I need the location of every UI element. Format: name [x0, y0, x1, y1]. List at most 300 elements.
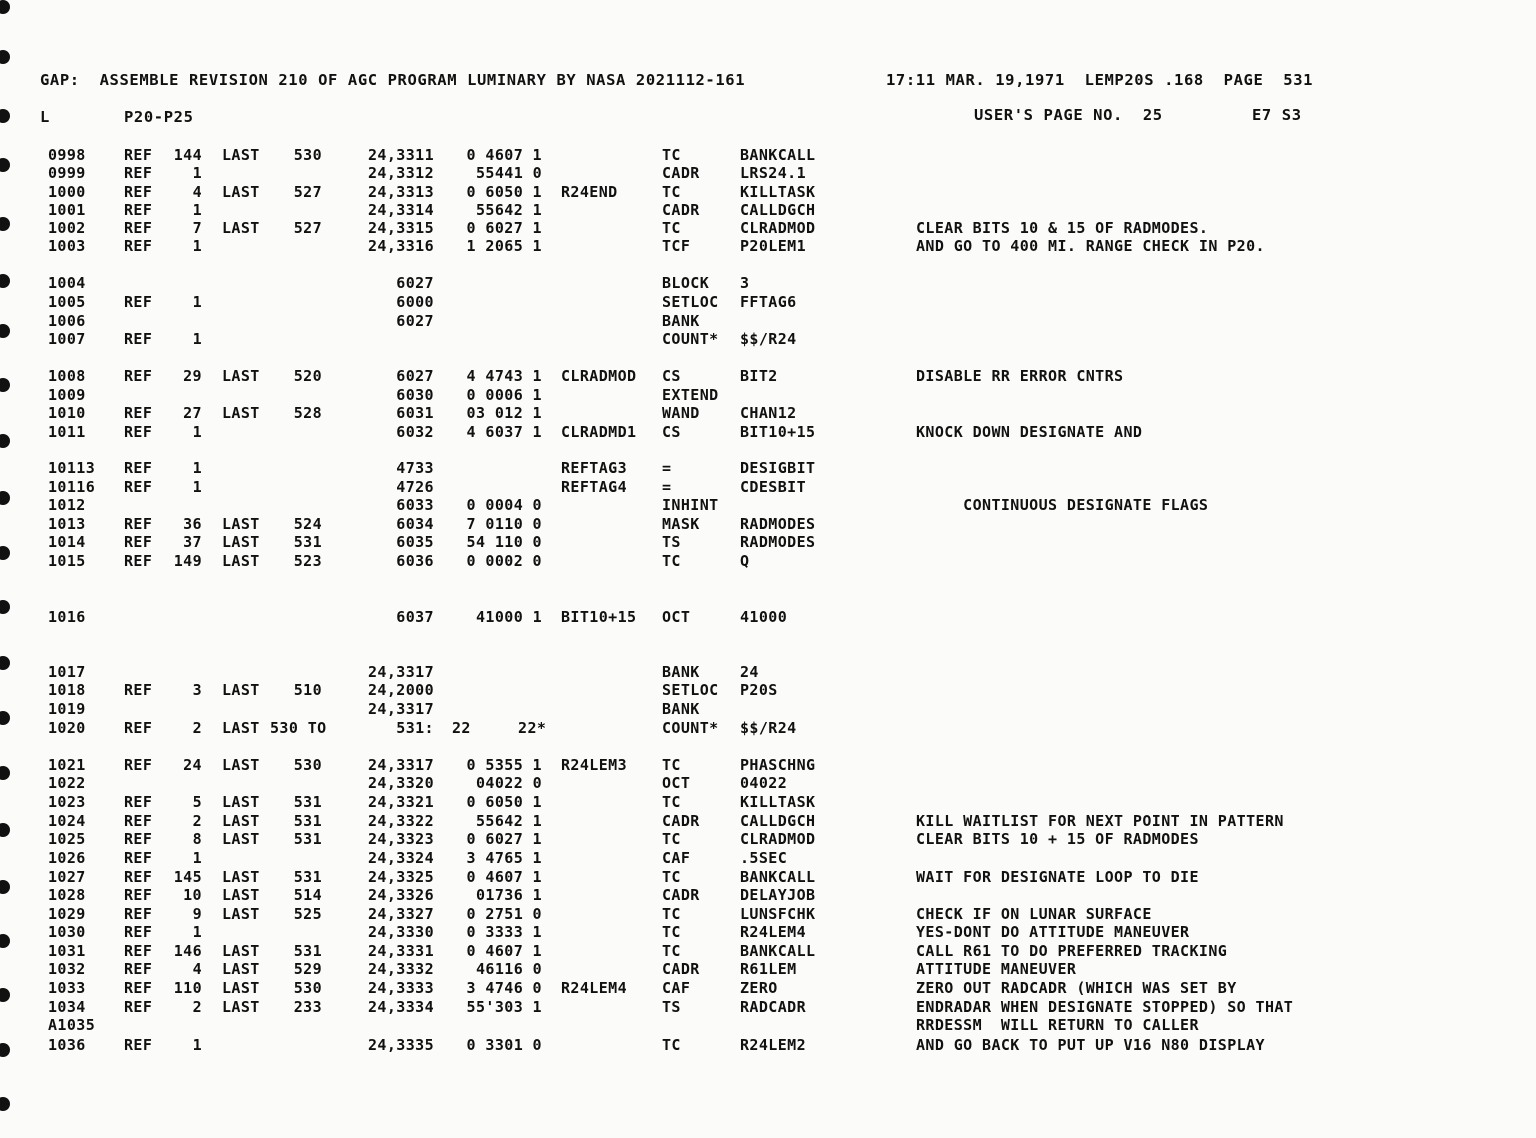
- opcode: TC: [662, 923, 681, 941]
- address: 24,3311: [367, 146, 434, 164]
- binder-hole: [0, 1097, 10, 1111]
- ref-count: 1: [192, 330, 202, 348]
- address: 24,3332: [367, 960, 434, 978]
- ref-count: 1: [192, 164, 202, 182]
- machine-word: 1 2065 1: [466, 237, 542, 255]
- ref-count: 4: [192, 183, 202, 201]
- line-number: 1018: [48, 681, 86, 699]
- line-number: 1032: [48, 960, 86, 978]
- last-page: 233: [293, 998, 322, 1016]
- address: 6027: [396, 367, 434, 385]
- last-page: 531: [293, 533, 322, 551]
- binder-hole: [0, 109, 10, 123]
- ref-count: 149: [173, 552, 202, 570]
- last-page: 514: [293, 886, 322, 904]
- address: 24,3312: [367, 164, 434, 182]
- opcode: CADR: [662, 960, 700, 978]
- last-page: 524: [293, 515, 322, 533]
- line-number: 1014: [48, 533, 86, 551]
- machine-word: 0 4607 1: [466, 942, 542, 960]
- log-section-marker: L: [40, 108, 50, 126]
- ref-keyword: REF: [124, 756, 153, 774]
- user-page-suffix: E7 S3: [1252, 106, 1302, 124]
- line-number: 1026: [48, 849, 86, 867]
- ref-keyword: REF: [124, 330, 153, 348]
- opcode: OCT: [662, 774, 691, 792]
- listing-row: [0, 219, 1536, 238]
- address: 6032: [396, 423, 434, 441]
- line-number: 1011: [48, 423, 86, 441]
- comment: YES-DONT DO ATTITUDE MANEUVER: [916, 923, 1190, 941]
- listing-row: [0, 330, 1536, 349]
- address: 6034: [396, 515, 434, 533]
- opcode: COUNT*: [662, 330, 719, 348]
- comment: ATTITUDE MANEUVER: [916, 960, 1077, 978]
- ref-count: 2: [192, 719, 202, 737]
- last-page: 530: [293, 979, 322, 997]
- ref-keyword: REF: [124, 533, 153, 551]
- machine-word: 55441 0: [475, 164, 542, 182]
- operand: CHAN12: [740, 404, 797, 422]
- last-keyword: LAST: [222, 219, 260, 237]
- opcode: COUNT*: [662, 719, 719, 737]
- ref-keyword: REF: [124, 830, 153, 848]
- line-number: 1006: [48, 312, 86, 330]
- ref-count: 9: [192, 905, 202, 923]
- address: 24,3317: [367, 700, 434, 718]
- address: 4733: [396, 459, 434, 477]
- last-keyword: LAST: [222, 756, 260, 774]
- machine-word: 0 4607 1: [466, 868, 542, 886]
- machine-word: 01736 1: [475, 886, 542, 904]
- ref-count: 1: [192, 423, 202, 441]
- ref-count: 2: [192, 998, 202, 1016]
- address: 24,3321: [367, 793, 434, 811]
- symbol-label: R24END: [561, 183, 618, 201]
- address: 24,3334: [367, 998, 434, 1016]
- last-page: 531: [293, 830, 322, 848]
- machine-word: 22 22*: [452, 719, 547, 737]
- address: 24,3315: [367, 219, 434, 237]
- listing-row: [0, 201, 1536, 220]
- opcode: BANK: [662, 312, 700, 330]
- ref-count: 3: [192, 681, 202, 699]
- line-number: 1021: [48, 756, 86, 774]
- opcode: TC: [662, 942, 681, 960]
- address: 24,3317: [367, 663, 434, 681]
- operand: $$/R24: [740, 330, 797, 348]
- ref-keyword: REF: [124, 979, 153, 997]
- address: 24,3317: [367, 756, 434, 774]
- ref-count: 8: [192, 830, 202, 848]
- line-number: 1009: [48, 386, 86, 404]
- listing-row: [0, 1016, 1536, 1035]
- opcode: CADR: [662, 886, 700, 904]
- section-title: P20-P25: [124, 108, 194, 126]
- line-number: 0998: [48, 146, 86, 164]
- operand: BANKCALL: [740, 868, 816, 886]
- comment: CALL R61 TO DO PREFERRED TRACKING: [916, 942, 1228, 960]
- last-page: 527: [293, 183, 322, 201]
- opcode: TS: [662, 998, 681, 1016]
- opcode: BANK: [662, 663, 700, 681]
- opcode: TC: [662, 756, 681, 774]
- address: 24,3335: [367, 1036, 434, 1054]
- machine-word: 04022 0: [475, 774, 542, 792]
- listing-row: [0, 608, 1536, 627]
- listing-row: [0, 274, 1536, 293]
- ref-count: 36: [183, 515, 202, 533]
- last-keyword: LAST: [222, 830, 260, 848]
- operand: CLRADMOD: [740, 830, 816, 848]
- last-keyword: LAST: [222, 719, 260, 737]
- last-page: 531: [293, 793, 322, 811]
- listing-row: [0, 293, 1536, 312]
- line-number: 10113: [48, 459, 96, 477]
- listing-row: [0, 164, 1536, 183]
- comment: ZERO OUT RADCADR (WHICH WAS SET BY: [916, 979, 1237, 997]
- listing-row: [0, 183, 1536, 202]
- operand: $$/R24: [740, 719, 797, 737]
- listing-row: [0, 312, 1536, 331]
- listing-row: [0, 1036, 1536, 1055]
- operand: BIT10+15: [740, 423, 816, 441]
- address: 24,3323: [367, 830, 434, 848]
- line-number: 1030: [48, 923, 86, 941]
- address: 24,2000: [367, 681, 434, 699]
- address: 6031: [396, 404, 434, 422]
- operand: Q: [740, 552, 750, 570]
- ref-count: 146: [173, 942, 202, 960]
- line-number: 1017: [48, 663, 86, 681]
- last-page: 531: [293, 868, 322, 886]
- ref-count: 1: [192, 478, 202, 496]
- line-number: 1007: [48, 330, 86, 348]
- last-page: 527: [293, 219, 322, 237]
- last-page: 520: [293, 367, 322, 385]
- opcode: CADR: [662, 201, 700, 219]
- listing-row: [0, 237, 1536, 256]
- operand: RADMODES: [740, 515, 816, 533]
- machine-word: 0 0004 0: [466, 496, 542, 514]
- ref-keyword: REF: [124, 998, 153, 1016]
- line-number: 1013: [48, 515, 86, 533]
- ref-count: 2: [192, 812, 202, 830]
- address: 24,3314: [367, 201, 434, 219]
- opcode: =: [662, 478, 672, 496]
- line-number: 1031: [48, 942, 86, 960]
- listing-row: [0, 700, 1536, 719]
- symbol-label: R24LEM4: [561, 979, 628, 997]
- last-page: 529: [293, 960, 322, 978]
- symbol-label: CLRADMOD: [561, 367, 637, 385]
- ref-keyword: REF: [124, 886, 153, 904]
- opcode: TC: [662, 1036, 681, 1054]
- ref-keyword: REF: [124, 849, 153, 867]
- opcode: EXTEND: [662, 386, 719, 404]
- line-number: 1024: [48, 812, 86, 830]
- ref-count: 1: [192, 201, 202, 219]
- listing-row: [0, 942, 1536, 961]
- operand: PHASCHNG: [740, 756, 816, 774]
- opcode: CADR: [662, 812, 700, 830]
- machine-word: 41000 1: [475, 608, 542, 626]
- address: 24,3330: [367, 923, 434, 941]
- line-number: 1027: [48, 868, 86, 886]
- ref-keyword: REF: [124, 923, 153, 941]
- operand: BIT2: [740, 367, 778, 385]
- opcode: TC: [662, 830, 681, 848]
- address: 24,3325: [367, 868, 434, 886]
- last-page: 525: [293, 905, 322, 923]
- ref-keyword: REF: [124, 812, 153, 830]
- ref-keyword: REF: [124, 237, 153, 255]
- ref-keyword: REF: [124, 905, 153, 923]
- comment: CHECK IF ON LUNAR SURFACE: [916, 905, 1152, 923]
- address: 6035: [396, 533, 434, 551]
- last-keyword: LAST: [222, 812, 260, 830]
- last-keyword: LAST: [222, 533, 260, 551]
- last-keyword: LAST: [222, 515, 260, 533]
- ref-keyword: REF: [124, 146, 153, 164]
- line-number: 0999: [48, 164, 86, 182]
- last-keyword: LAST: [222, 183, 260, 201]
- operand: DESIGBIT: [740, 459, 816, 477]
- address: 6033: [396, 496, 434, 514]
- opcode: SETLOC: [662, 681, 719, 699]
- operand: P20S: [740, 681, 778, 699]
- machine-word: 0 3333 1: [466, 923, 542, 941]
- address: 24,3324: [367, 849, 434, 867]
- line-number: 1028: [48, 886, 86, 904]
- machine-word: 4 4743 1: [466, 367, 542, 385]
- line-number: 1020: [48, 719, 86, 737]
- listing-row: [0, 663, 1536, 682]
- opcode: TC: [662, 868, 681, 886]
- machine-word: 0 2751 0: [466, 905, 542, 923]
- comment: CLEAR BITS 10 & 15 OF RADMODES.: [916, 219, 1209, 237]
- last-page: 523: [293, 552, 322, 570]
- listing-row: [0, 552, 1536, 571]
- line-number: 1001: [48, 201, 86, 219]
- ref-keyword: REF: [124, 367, 153, 385]
- listing-row: [0, 960, 1536, 979]
- operand: 41000: [740, 608, 788, 626]
- operand: R24LEM4: [740, 923, 807, 941]
- opcode: SETLOC: [662, 293, 719, 311]
- address: 24,3322: [367, 812, 434, 830]
- line-number: 1029: [48, 905, 86, 923]
- opcode: TC: [662, 793, 681, 811]
- last-keyword: LAST: [222, 998, 260, 1016]
- opcode: TC: [662, 552, 681, 570]
- last-keyword: LAST: [222, 979, 260, 997]
- machine-word: 03 012 1: [466, 404, 542, 422]
- opcode: TC: [662, 219, 681, 237]
- listing-row: [0, 146, 1536, 165]
- ref-keyword: REF: [124, 552, 153, 570]
- machine-word: 0 4607 1: [466, 146, 542, 164]
- line-number: 1008: [48, 367, 86, 385]
- machine-word: 54 110 0: [466, 533, 542, 551]
- opcode: TS: [662, 533, 681, 551]
- comment: ENDRADAR WHEN DESIGNATE STOPPED) SO THAT: [916, 998, 1294, 1016]
- last-keyword: LAST: [222, 960, 260, 978]
- machine-word: 0 6027 1: [466, 830, 542, 848]
- operand: CALLDGCH: [740, 812, 816, 830]
- listing-row: [0, 367, 1536, 386]
- machine-word: 55642 1: [475, 812, 542, 830]
- opcode: MASK: [662, 515, 700, 533]
- line-number: 1019: [48, 700, 86, 718]
- ref-keyword: REF: [124, 793, 153, 811]
- symbol-label: R24LEM3: [561, 756, 628, 774]
- opcode: BANK: [662, 700, 700, 718]
- ref-count: 29: [183, 367, 202, 385]
- comment: DISABLE RR ERROR CNTRS: [916, 367, 1124, 385]
- comment: KILL WAITLIST FOR NEXT POINT IN PATTERN: [916, 812, 1284, 830]
- address: 6027: [396, 312, 434, 330]
- listing-date-page: 17:11 MAR. 19,1971 LEMP20S .168 PAGE 531: [886, 71, 1314, 89]
- ref-keyword: REF: [124, 183, 153, 201]
- listing-header: GAP: ASSEMBLE REVISION 210 OF AGC PROGRAM LUMINARY BY NASA 2021112-161: [40, 71, 746, 89]
- opcode: CADR: [662, 164, 700, 182]
- ref-count: 144: [173, 146, 202, 164]
- machine-word: 4 6037 1: [466, 423, 542, 441]
- operand: CDESBIT: [740, 478, 807, 496]
- address: 6027: [396, 274, 434, 292]
- listing-row: [0, 756, 1536, 775]
- binder-hole: [0, 0, 10, 14]
- listing-row: [0, 774, 1536, 793]
- listing-row: [0, 979, 1536, 998]
- listing-row: [0, 812, 1536, 831]
- operand: LUNSFCHK: [740, 905, 816, 923]
- operand: .5SEC: [740, 849, 788, 867]
- last-keyword: LAST: [222, 146, 260, 164]
- listing-row: [0, 905, 1536, 924]
- listing-row: [0, 404, 1536, 423]
- line-number: 1000: [48, 183, 86, 201]
- ref-count: 5: [192, 793, 202, 811]
- opcode: BLOCK: [662, 274, 710, 292]
- line-number: 1010: [48, 404, 86, 422]
- opcode: TC: [662, 146, 681, 164]
- listing-row: [0, 793, 1536, 812]
- last-page: 530: [293, 146, 322, 164]
- ref-count: 7: [192, 219, 202, 237]
- address: 6030: [396, 386, 434, 404]
- comment: RRDESSM WILL RETURN TO CALLER: [916, 1016, 1199, 1034]
- last-keyword: LAST: [222, 886, 260, 904]
- last-keyword: LAST: [222, 552, 260, 570]
- ref-keyword: REF: [124, 868, 153, 886]
- comment: CLEAR BITS 10 + 15 OF RADMODES: [916, 830, 1199, 848]
- operand: LRS24.1: [740, 164, 807, 182]
- comment: KNOCK DOWN DESIGNATE AND: [916, 423, 1143, 441]
- ref-keyword: REF: [124, 681, 153, 699]
- ref-count: 1: [192, 293, 202, 311]
- operand: KILLTASK: [740, 793, 816, 811]
- comment: CONTINUOUS DESIGNATE FLAGS: [916, 496, 1209, 514]
- operand: 04022: [740, 774, 788, 792]
- address: 24,3326: [367, 886, 434, 904]
- address: 24,3313: [367, 183, 434, 201]
- last-page: 530 TO: [270, 719, 327, 737]
- address: 24,3333: [367, 979, 434, 997]
- address: 24,3320: [367, 774, 434, 792]
- ref-count: 1: [192, 459, 202, 477]
- line-number: 1033: [48, 979, 86, 997]
- line-number: 1025: [48, 830, 86, 848]
- opcode: CAF: [662, 849, 691, 867]
- address: 24,3331: [367, 942, 434, 960]
- line-number: 1015: [48, 552, 86, 570]
- listing-row: [0, 998, 1536, 1017]
- machine-word: 55642 1: [475, 201, 542, 219]
- listing-row: [0, 681, 1536, 700]
- address: 24,3316: [367, 237, 434, 255]
- user-page-number: USER'S PAGE NO. 25: [974, 106, 1163, 124]
- last-page: 528: [293, 404, 322, 422]
- operand: BANKCALL: [740, 146, 816, 164]
- opcode: CS: [662, 423, 681, 441]
- listing-row: [0, 830, 1536, 849]
- listing-row: [0, 849, 1536, 868]
- operand: BANKCALL: [740, 942, 816, 960]
- opcode: TC: [662, 905, 681, 923]
- ref-count: 1: [192, 237, 202, 255]
- ref-keyword: REF: [124, 164, 153, 182]
- ref-keyword: REF: [124, 960, 153, 978]
- listing-row: [0, 923, 1536, 942]
- symbol-label: REFTAG3: [561, 459, 628, 477]
- last-page: 531: [293, 812, 322, 830]
- opcode: TC: [662, 183, 681, 201]
- ref-count: 1: [192, 923, 202, 941]
- line-number: 1016: [48, 608, 86, 626]
- last-keyword: LAST: [222, 681, 260, 699]
- opcode: WAND: [662, 404, 700, 422]
- operand: 24: [740, 663, 759, 681]
- machine-word: 55'303 1: [466, 998, 542, 1016]
- machine-word: 0 3301 0: [466, 1036, 542, 1054]
- listing-row: [0, 386, 1536, 405]
- operand: R24LEM2: [740, 1036, 807, 1054]
- ref-count: 110: [173, 979, 202, 997]
- listing-row: [0, 515, 1536, 534]
- address: 6000: [396, 293, 434, 311]
- line-number: 1002: [48, 219, 86, 237]
- ref-count: 1: [192, 1036, 202, 1054]
- last-page: 510: [293, 681, 322, 699]
- machine-word: 0 6050 1: [466, 793, 542, 811]
- opcode: TCF: [662, 237, 691, 255]
- line-number: 1012: [48, 496, 86, 514]
- operand: R61LEM: [740, 960, 797, 978]
- operand: CLRADMOD: [740, 219, 816, 237]
- operand: P20LEM1: [740, 237, 807, 255]
- comment: AND GO BACK TO PUT UP V16 N80 DISPLAY: [916, 1036, 1265, 1054]
- machine-word: 46116 0: [475, 960, 542, 978]
- operand: RADCADR: [740, 998, 807, 1016]
- ref-count: 10: [183, 886, 202, 904]
- operand: RADMODES: [740, 533, 816, 551]
- line-number: 1022: [48, 774, 86, 792]
- last-keyword: LAST: [222, 404, 260, 422]
- machine-word: 0 0002 0: [466, 552, 542, 570]
- line-number: 1005: [48, 293, 86, 311]
